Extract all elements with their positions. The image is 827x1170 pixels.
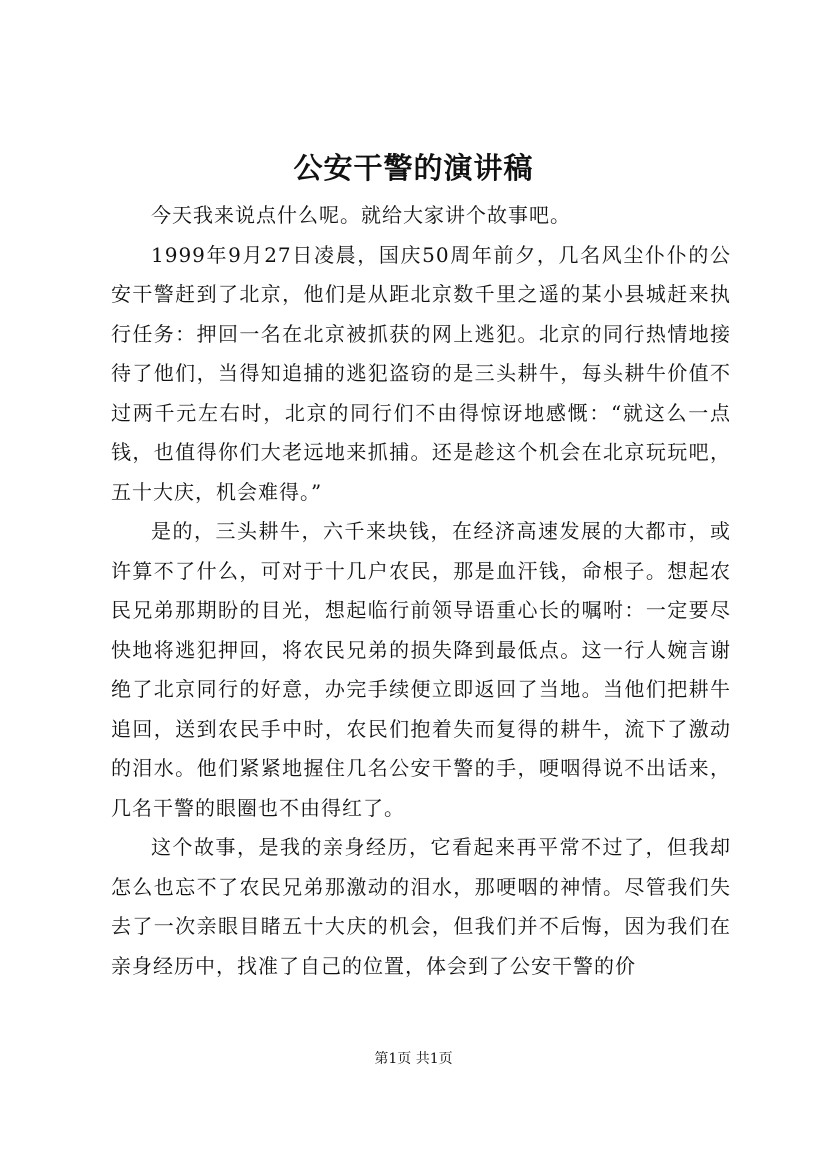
- page-footer: [0, 1049, 827, 1069]
- paragraph-1: 今天我来说点什么呢。就给大家讲个故事吧。: [151, 203, 571, 227]
- page-number-label: 第1页 共1页: [374, 1051, 453, 1067]
- paragraph-2: 1999年9月27日凌晨，国庆50周年前夕，几名风尘仆仆的公安干警赶到了北京，他们是从距北京数千里之遥的某小县城赶来执行任务：押回一名在北京被抓获的网上逃犯。北京的同行热情地接待了他们，当得知追捕的逃犯盗窃的是三头耕牛，每头耕牛价值不过两千元左右时，北京的同行们不由得惊讶地感慨：“就这么一点钱，也值得你们大老远地来抓捕。还是趁这个机会在北京玩玩吧，五十大庆，机会难得。”: [111, 242, 731, 504]
- paragraph-4: 这个故事，是我的亲身经历，它看起来再平常不过了，但我却怎么也忘不了农民兄弟那激动的泪水，那哽咽的神情。尽管我们失去了一次亲眼目睹五十大庆的机会，但我们并不后悔，因为我们在亲身经历中，找准了自己的位置，体会到了公安干警的价: [111, 835, 731, 978]
- document-body: [111, 196, 731, 986]
- document-title: 公安干警的演讲稿: [293, 151, 534, 185]
- paragraph-3: 是的，三头耕牛，六千来块钱，在经济高速发展的大都市，或许算不了什么，可对于十几户农民，那是血汗钱，命根子。想起农民兄弟那期盼的目光，想起临行前领导语重心长的嘱咐：一定要尽快地将逃犯押回，将农民兄弟的损失降到最低点。这一行人婉言谢绝了北京同行的好意，办完手续便立即返回了当地。当他们把耕牛追回，送到农民手中时，农民们抱着失而复得的耕牛，流下了激动的泪水。他们紧紧地握住几名公安干警的手，哽咽得说不出话来，几名干警的眼圈也不由得红了。: [111, 519, 731, 820]
